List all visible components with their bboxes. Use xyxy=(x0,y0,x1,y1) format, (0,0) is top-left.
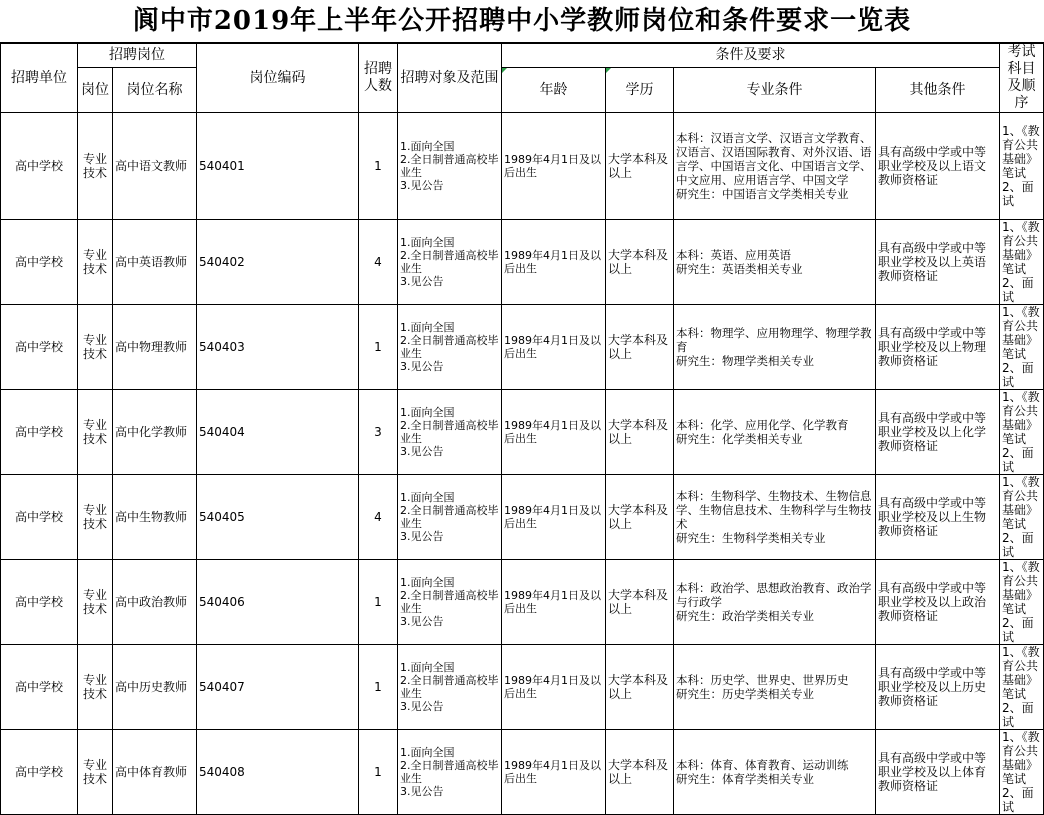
header-code: 岗位编码 xyxy=(197,44,359,113)
cell-line: 1、《教育公共基础》笔试 xyxy=(1002,124,1040,180)
cell-major xyxy=(674,560,876,645)
cell-line: 2、面试 xyxy=(1002,531,1034,559)
cell-line: 1.面向全国 xyxy=(400,321,455,334)
page-title: 阆中市2019年上半年公开招聘中小学教师岗位和条件要求一览表 xyxy=(0,0,1044,43)
major-postgrad: 研究生：物理学类相关专业 xyxy=(676,354,814,368)
header-edu-label: 学历 xyxy=(625,81,654,98)
table-row xyxy=(1,113,1044,220)
cell-code: 540402 xyxy=(197,220,359,305)
cell-exam xyxy=(1000,475,1044,560)
cell-target xyxy=(398,475,502,560)
cell-count: 1 xyxy=(359,560,398,645)
cell-line: 2、面试 xyxy=(1002,616,1034,644)
cell-post-type: 专业技术 xyxy=(78,390,113,475)
cell-unit: 高中学校 xyxy=(1,730,78,815)
header-post-name: 岗位名称 xyxy=(113,68,197,113)
cell-target xyxy=(398,560,502,645)
cell-other: 具有高级中学或中等职业学校及以上生物教师资格证 xyxy=(876,475,1000,560)
cell-post-name: 高中政治教师 xyxy=(113,560,197,645)
table-row xyxy=(1,305,1044,390)
cell-line: 1、《教育公共基础》笔试 xyxy=(1002,475,1040,531)
cell-major xyxy=(674,390,876,475)
cell-age: 1989年4月1日及以后出生 xyxy=(502,113,606,220)
cell-line: 1.面向全国 xyxy=(400,140,455,153)
cell-line: 3.见公告 xyxy=(400,700,444,713)
major-postgrad: 研究生：中国语言文学类相关专业 xyxy=(676,187,849,201)
cell-post-type: 专业技术 xyxy=(78,220,113,305)
table-body xyxy=(1,113,1044,815)
cell-line: 1、《教育公共基础》笔试 xyxy=(1002,560,1040,616)
cell-exam xyxy=(1000,560,1044,645)
major-undergrad: 本科：历史学、世界史、世界历史 xyxy=(676,673,849,687)
cell-line: 2.全日制普通高校毕业生 xyxy=(400,589,499,615)
cell-edu: 大学本科及以上 xyxy=(606,560,674,645)
cell-post-name: 高中物理教师 xyxy=(113,305,197,390)
cell-line: 3.见公告 xyxy=(400,530,444,543)
header-edu xyxy=(606,68,674,113)
cell-line: 2、面试 xyxy=(1002,786,1034,814)
recruitment-table xyxy=(0,43,1044,815)
cell-age: 1989年4月1日及以后出生 xyxy=(502,560,606,645)
cell-unit: 高中学校 xyxy=(1,305,78,390)
cell-line: 1、《教育公共基础》笔试 xyxy=(1002,220,1040,276)
cell-code: 540404 xyxy=(197,390,359,475)
cell-line: 3.见公告 xyxy=(400,785,444,798)
cell-edu: 大学本科及以上 xyxy=(606,220,674,305)
cell-line: 1、《教育公共基础》笔试 xyxy=(1002,390,1040,446)
header-post-type: 岗位 xyxy=(78,68,113,113)
cell-major xyxy=(674,475,876,560)
cell-line: 2、面试 xyxy=(1002,446,1034,474)
cell-line: 1.面向全国 xyxy=(400,746,455,759)
cell-target xyxy=(398,645,502,730)
major-postgrad: 研究生：化学类相关专业 xyxy=(676,432,803,446)
header-major: 专业条件 xyxy=(674,68,876,113)
cell-line: 3.见公告 xyxy=(400,275,444,288)
cell-line: 1.面向全国 xyxy=(400,491,455,504)
header-other: 其他条件 xyxy=(876,68,1000,113)
cell-edu: 大学本科及以上 xyxy=(606,305,674,390)
cell-count: 3 xyxy=(359,390,398,475)
cell-target xyxy=(398,220,502,305)
cell-post-name: 高中语文教师 xyxy=(113,113,197,220)
cell-other: 具有高级中学或中等职业学校及以上政治教师资格证 xyxy=(876,560,1000,645)
cell-post-type: 专业技术 xyxy=(78,305,113,390)
table-row xyxy=(1,390,1044,475)
cell-line: 2、面试 xyxy=(1002,701,1034,729)
cell-unit: 高中学校 xyxy=(1,475,78,560)
table-row xyxy=(1,220,1044,305)
cell-code: 540407 xyxy=(197,645,359,730)
cell-post-type: 专业技术 xyxy=(78,645,113,730)
header-age-label: 年龄 xyxy=(539,81,568,98)
major-undergrad: 本科：物理学、应用物理学、物理学教育 xyxy=(676,326,872,354)
cell-line: 1、《教育公共基础》笔试 xyxy=(1002,305,1040,361)
cell-edu: 大学本科及以上 xyxy=(606,730,674,815)
cell-count: 1 xyxy=(359,730,398,815)
table-row xyxy=(1,645,1044,730)
cell-line: 1.面向全国 xyxy=(400,236,455,249)
cell-line: 2.全日制普通高校毕业生 xyxy=(400,153,499,179)
cell-target xyxy=(398,730,502,815)
cell-edu: 大学本科及以上 xyxy=(606,390,674,475)
cell-target xyxy=(398,305,502,390)
major-undergrad: 本科：体育、体育教育、运动训练 xyxy=(676,758,849,772)
cell-count: 4 xyxy=(359,475,398,560)
cell-line: 3.见公告 xyxy=(400,615,444,628)
major-undergrad: 本科：化学、应用化学、化学教育 xyxy=(676,418,849,432)
cell-count: 1 xyxy=(359,113,398,220)
cell-line: 2.全日制普通高校毕业生 xyxy=(400,419,499,445)
cell-code: 540408 xyxy=(197,730,359,815)
cell-other: 具有高级中学或中等职业学校及以上语文教师资格证 xyxy=(876,113,1000,220)
cell-exam xyxy=(1000,390,1044,475)
cell-post-type: 专业技术 xyxy=(78,730,113,815)
cell-other: 具有高级中学或中等职业学校及以上英语教师资格证 xyxy=(876,220,1000,305)
cell-count: 4 xyxy=(359,220,398,305)
table-header xyxy=(1,44,1044,113)
cell-post-name: 高中历史教师 xyxy=(113,645,197,730)
major-undergrad: 本科：政治学、思想政治教育、政治学与行政学 xyxy=(676,581,872,609)
major-undergrad: 本科：汉语言文学、汉语言文学教育、汉语言、汉语国际教育、对外汉语、语言学、中国语言文化、中国语言文学、中文应用、应用语言学、中国文学 xyxy=(676,131,872,187)
major-postgrad: 研究生：生物科学类相关专业 xyxy=(676,531,826,545)
header-post: 招聘岗位 xyxy=(78,44,197,68)
cell-post-type: 专业技术 xyxy=(78,475,113,560)
cell-major xyxy=(674,113,876,220)
cell-age: 1989年4月1日及以后出生 xyxy=(502,390,606,475)
cell-age: 1989年4月1日及以后出生 xyxy=(502,475,606,560)
cell-unit: 高中学校 xyxy=(1,645,78,730)
table-row xyxy=(1,730,1044,815)
cell-post-name: 高中体育教师 xyxy=(113,730,197,815)
cell-exam xyxy=(1000,113,1044,220)
cell-unit: 高中学校 xyxy=(1,113,78,220)
cell-line: 1.面向全国 xyxy=(400,576,455,589)
cell-edu: 大学本科及以上 xyxy=(606,645,674,730)
cell-post-type: 专业技术 xyxy=(78,113,113,220)
header-count: 招聘人数 xyxy=(359,44,398,113)
major-undergrad: 本科：生物科学、生物技术、生物信息学、生物信息技术、生物科学与生物技术 xyxy=(676,489,872,531)
cell-line: 2.全日制普通高校毕业生 xyxy=(400,249,499,275)
cell-edu: 大学本科及以上 xyxy=(606,475,674,560)
cell-line: 2.全日制普通高校毕业生 xyxy=(400,674,499,700)
header-unit: 招聘单位 xyxy=(1,44,78,113)
cell-exam xyxy=(1000,220,1044,305)
major-undergrad: 本科：英语、应用英语 xyxy=(676,248,791,262)
cell-post-name: 高中生物教师 xyxy=(113,475,197,560)
cell-post-name: 高中化学教师 xyxy=(113,390,197,475)
cell-line: 2、面试 xyxy=(1002,361,1034,389)
cell-major xyxy=(674,730,876,815)
cell-line: 1、《教育公共基础》笔试 xyxy=(1002,730,1040,786)
header-conditions: 条件及要求 xyxy=(502,44,1000,68)
cell-age: 1989年4月1日及以后出生 xyxy=(502,730,606,815)
cell-exam xyxy=(1000,730,1044,815)
cell-other: 具有高级中学或中等职业学校及以上体育教师资格证 xyxy=(876,730,1000,815)
cell-line: 2、面试 xyxy=(1002,180,1034,208)
cell-age: 1989年4月1日及以后出生 xyxy=(502,305,606,390)
cell-line: 2.全日制普通高校毕业生 xyxy=(400,504,499,530)
major-postgrad: 研究生：政治学类相关专业 xyxy=(676,609,814,623)
cell-code: 540406 xyxy=(197,560,359,645)
cell-line: 3.见公告 xyxy=(400,360,444,373)
cell-target xyxy=(398,113,502,220)
cell-line: 3.见公告 xyxy=(400,445,444,458)
table-row xyxy=(1,560,1044,645)
table-row xyxy=(1,475,1044,560)
cell-line: 1、《教育公共基础》笔试 xyxy=(1002,645,1040,701)
header-exam: 考试科目及顺序 xyxy=(1000,44,1044,113)
header-target: 招聘对象及范围 xyxy=(398,44,502,113)
cell-major xyxy=(674,645,876,730)
cell-other: 具有高级中学或中等职业学校及以上物理教师资格证 xyxy=(876,305,1000,390)
cell-line: 2.全日制普通高校毕业生 xyxy=(400,334,499,360)
cell-count: 1 xyxy=(359,645,398,730)
cell-code: 540403 xyxy=(197,305,359,390)
cell-other: 具有高级中学或中等职业学校及以上化学教师资格证 xyxy=(876,390,1000,475)
major-postgrad: 研究生：历史学类相关专业 xyxy=(676,687,814,701)
cell-unit: 高中学校 xyxy=(1,560,78,645)
cell-major xyxy=(674,305,876,390)
cell-unit: 高中学校 xyxy=(1,390,78,475)
cell-code: 540405 xyxy=(197,475,359,560)
cell-exam xyxy=(1000,305,1044,390)
major-postgrad: 研究生：体育学类相关专业 xyxy=(676,772,814,786)
comment-marker xyxy=(502,68,507,73)
cell-edu: 大学本科及以上 xyxy=(606,113,674,220)
cell-line: 3.见公告 xyxy=(400,179,444,192)
cell-exam xyxy=(1000,645,1044,730)
comment-marker xyxy=(606,68,611,73)
cell-major xyxy=(674,220,876,305)
cell-age: 1989年4月1日及以后出生 xyxy=(502,645,606,730)
cell-line: 1.面向全国 xyxy=(400,661,455,674)
cell-post-name: 高中英语教师 xyxy=(113,220,197,305)
cell-code: 540401 xyxy=(197,113,359,220)
cell-age: 1989年4月1日及以后出生 xyxy=(502,220,606,305)
cell-other: 具有高级中学或中等职业学校及以上历史教师资格证 xyxy=(876,645,1000,730)
cell-post-type: 专业技术 xyxy=(78,560,113,645)
header-age xyxy=(502,68,606,113)
cell-line: 2.全日制普通高校毕业生 xyxy=(400,759,499,785)
cell-count: 1 xyxy=(359,305,398,390)
major-postgrad: 研究生：英语类相关专业 xyxy=(676,262,803,276)
cell-line: 2、面试 xyxy=(1002,276,1034,304)
cell-unit: 高中学校 xyxy=(1,220,78,305)
cell-target xyxy=(398,390,502,475)
cell-line: 1.面向全国 xyxy=(400,406,455,419)
